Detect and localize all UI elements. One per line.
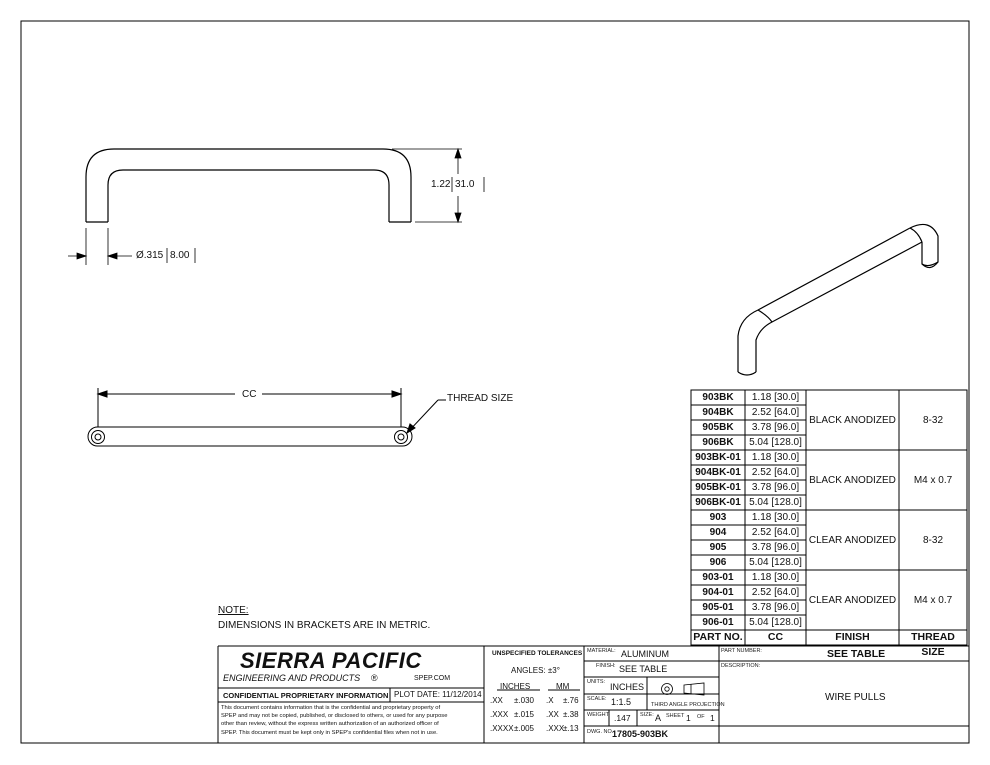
sheet-total: 1 bbox=[710, 713, 715, 723]
size-value: A bbox=[655, 713, 662, 723]
tol-mm-key: .XXX bbox=[546, 724, 565, 733]
table-part-no: 906 bbox=[709, 557, 727, 568]
table-header-thread-size: THREAD SIZE bbox=[911, 631, 955, 658]
table-part-no: 904BK-01 bbox=[695, 467, 741, 478]
table-cc: 2.52 [64.0] bbox=[751, 527, 800, 538]
tol-mm-value: ±.38 bbox=[563, 710, 579, 719]
table-cc: 1.18 [30.0] bbox=[751, 392, 800, 403]
table-part-no: 906BK-01 bbox=[695, 497, 741, 508]
table-finish: BLACK ANODIZED bbox=[809, 475, 896, 486]
units-value: INCHES bbox=[610, 682, 645, 692]
dwg-no-label: DWG. NO. bbox=[587, 729, 614, 735]
finish-label: FINISH: bbox=[596, 663, 616, 669]
confidential-heading: CONFIDENTIAL PROPRIETARY INFORMATION bbox=[223, 691, 389, 700]
confidential-line: other than review, without the express written authorization of an authorized officer of bbox=[221, 721, 439, 728]
tol-mm-value: ±.13 bbox=[563, 724, 579, 733]
thread-size-label: THREAD SIZE bbox=[447, 393, 514, 404]
tol-inch-value: ±.005 bbox=[514, 724, 534, 733]
units-label: UNITS: bbox=[587, 679, 606, 685]
table-part-no: 906-01 bbox=[702, 617, 734, 628]
table-header-part-no: PART NO. bbox=[693, 631, 743, 643]
description-label: DESCRIPTION: bbox=[721, 663, 761, 669]
mm-label: MM bbox=[556, 682, 570, 691]
table-part-no: 905-01 bbox=[702, 602, 734, 613]
note-text: DIMENSIONS IN BRACKETS ARE IN METRIC. bbox=[218, 620, 431, 631]
registered-mark: ® bbox=[371, 673, 378, 683]
tol-inch-key: .XX bbox=[490, 696, 503, 705]
table-finish: CLEAR ANODIZED bbox=[808, 595, 897, 606]
table-thread: M4 x 0.7 bbox=[913, 595, 953, 606]
height-dim-value: 1.22 bbox=[431, 179, 451, 190]
diameter-dim-value: Ø.315 bbox=[136, 250, 164, 261]
scale-value: 1:1.5 bbox=[611, 697, 632, 707]
inches-label: INCHES bbox=[500, 682, 531, 691]
confidential-line: SPEP. This document must be kept only in SPEP's confidential files when not in use. bbox=[221, 729, 438, 736]
table-cc: 1.18 [30.0] bbox=[751, 452, 800, 463]
tol-inch-value: ±.030 bbox=[514, 696, 534, 705]
weight-value: .147 bbox=[614, 713, 631, 723]
diameter-dim-metric: 8.00 bbox=[170, 250, 190, 261]
table-part-no: 903 bbox=[709, 512, 727, 523]
material-label: MATERIAL: bbox=[587, 648, 616, 654]
note-title: NOTE: bbox=[218, 605, 249, 616]
confidential-line: This document contains information that is the confidential and proprietary property of bbox=[221, 705, 441, 711]
table-thread: M4 x 0.7 bbox=[913, 475, 953, 486]
finish-value: SEE TABLE bbox=[619, 664, 668, 674]
table-header-finish: FINISH bbox=[835, 631, 870, 643]
part-number-value: SEE TABLE bbox=[827, 648, 886, 660]
table-header-cc: CC bbox=[767, 631, 784, 643]
table-cc: 1.18 [30.0] bbox=[751, 512, 800, 523]
table-part-no: 904 bbox=[709, 527, 727, 538]
table-part-no: 905 bbox=[709, 542, 727, 553]
table-cc: 3.78 [96.0] bbox=[751, 602, 800, 613]
weight-label: WEIGHT: bbox=[587, 712, 610, 718]
table-part-no: 905BK bbox=[702, 422, 734, 433]
tol-inch-value: ±.015 bbox=[514, 710, 534, 719]
table-part-no: 903BK-01 bbox=[695, 452, 741, 463]
height-dim-metric: 31.0 bbox=[455, 179, 475, 190]
tol-inch-key: .XXX bbox=[490, 710, 509, 719]
table-part-no: 903-01 bbox=[702, 572, 734, 583]
table-part-no: 906BK bbox=[702, 437, 734, 448]
company-name: SIERRA PACIFIC bbox=[240, 648, 422, 673]
description-value: WIRE PULLS bbox=[825, 692, 886, 703]
projection-label: THIRD ANGLE PROJECTION bbox=[651, 702, 725, 708]
plot-date: PLOT DATE: 11/12/2014 bbox=[394, 690, 482, 699]
confidential-line: SPEP and may not be copied, published, or disclosed to others, or used for any purpose bbox=[221, 713, 448, 720]
table-cc: 3.78 [96.0] bbox=[751, 422, 800, 433]
table-cc: 1.18 [30.0] bbox=[751, 572, 800, 583]
sheet-value: 1 bbox=[686, 713, 691, 723]
table-cc: 3.78 [96.0] bbox=[751, 482, 800, 493]
scale-label: SCALE: bbox=[587, 696, 607, 702]
table-cc: 5.04 [128.0] bbox=[749, 557, 802, 568]
cc-label: CC bbox=[242, 389, 257, 400]
table-cc: 3.78 [96.0] bbox=[751, 542, 800, 553]
tol-mm-key: .X bbox=[546, 696, 554, 705]
table-cc: 2.52 [64.0] bbox=[751, 467, 800, 478]
table-cc: 5.04 [128.0] bbox=[749, 617, 802, 628]
tol-mm-key: .XX bbox=[546, 710, 559, 719]
company-website: SPEP.COM bbox=[414, 675, 451, 682]
table-cc: 2.52 [64.0] bbox=[751, 407, 800, 418]
third-angle-projection-symbol bbox=[662, 683, 705, 695]
confidential-text bbox=[221, 704, 483, 737]
of-label: OF bbox=[697, 714, 705, 720]
table-part-no: 903BK bbox=[702, 392, 734, 403]
company-subtitle: ENGINEERING AND PRODUCTS bbox=[223, 673, 361, 683]
table-finish: CLEAR ANODIZED bbox=[808, 535, 897, 546]
angles-tolerance: ANGLES: ±3° bbox=[511, 666, 560, 675]
top-view bbox=[88, 388, 446, 446]
table-thread: 8-32 bbox=[922, 535, 943, 546]
tol-inch-key: .XXXX bbox=[490, 724, 514, 733]
table-part-no: 904BK bbox=[702, 407, 734, 418]
table-cc: 5.04 [128.0] bbox=[749, 437, 802, 448]
table-cc: 5.04 [128.0] bbox=[749, 497, 802, 508]
table-part-no: 904-01 bbox=[702, 587, 734, 598]
table-cc: 2.52 [64.0] bbox=[751, 587, 800, 598]
table-finish: BLACK ANODIZED bbox=[809, 415, 896, 426]
table-part-no: 905BK-01 bbox=[695, 482, 741, 493]
table-thread: 8-32 bbox=[922, 415, 943, 426]
front-view bbox=[86, 149, 411, 222]
size-label: SIZE: bbox=[640, 712, 654, 718]
tolerances-heading: UNSPECIFIED TOLERANCES bbox=[492, 650, 583, 657]
material-value: ALUMINUM bbox=[621, 649, 670, 659]
tol-mm-value: ±.76 bbox=[563, 696, 579, 705]
part-number-label: PART NUMBER: bbox=[721, 648, 762, 654]
dwg-no-value: 17805-903BK bbox=[612, 729, 669, 739]
isometric-view bbox=[738, 224, 938, 375]
sheet-label: SHEET bbox=[666, 713, 685, 719]
